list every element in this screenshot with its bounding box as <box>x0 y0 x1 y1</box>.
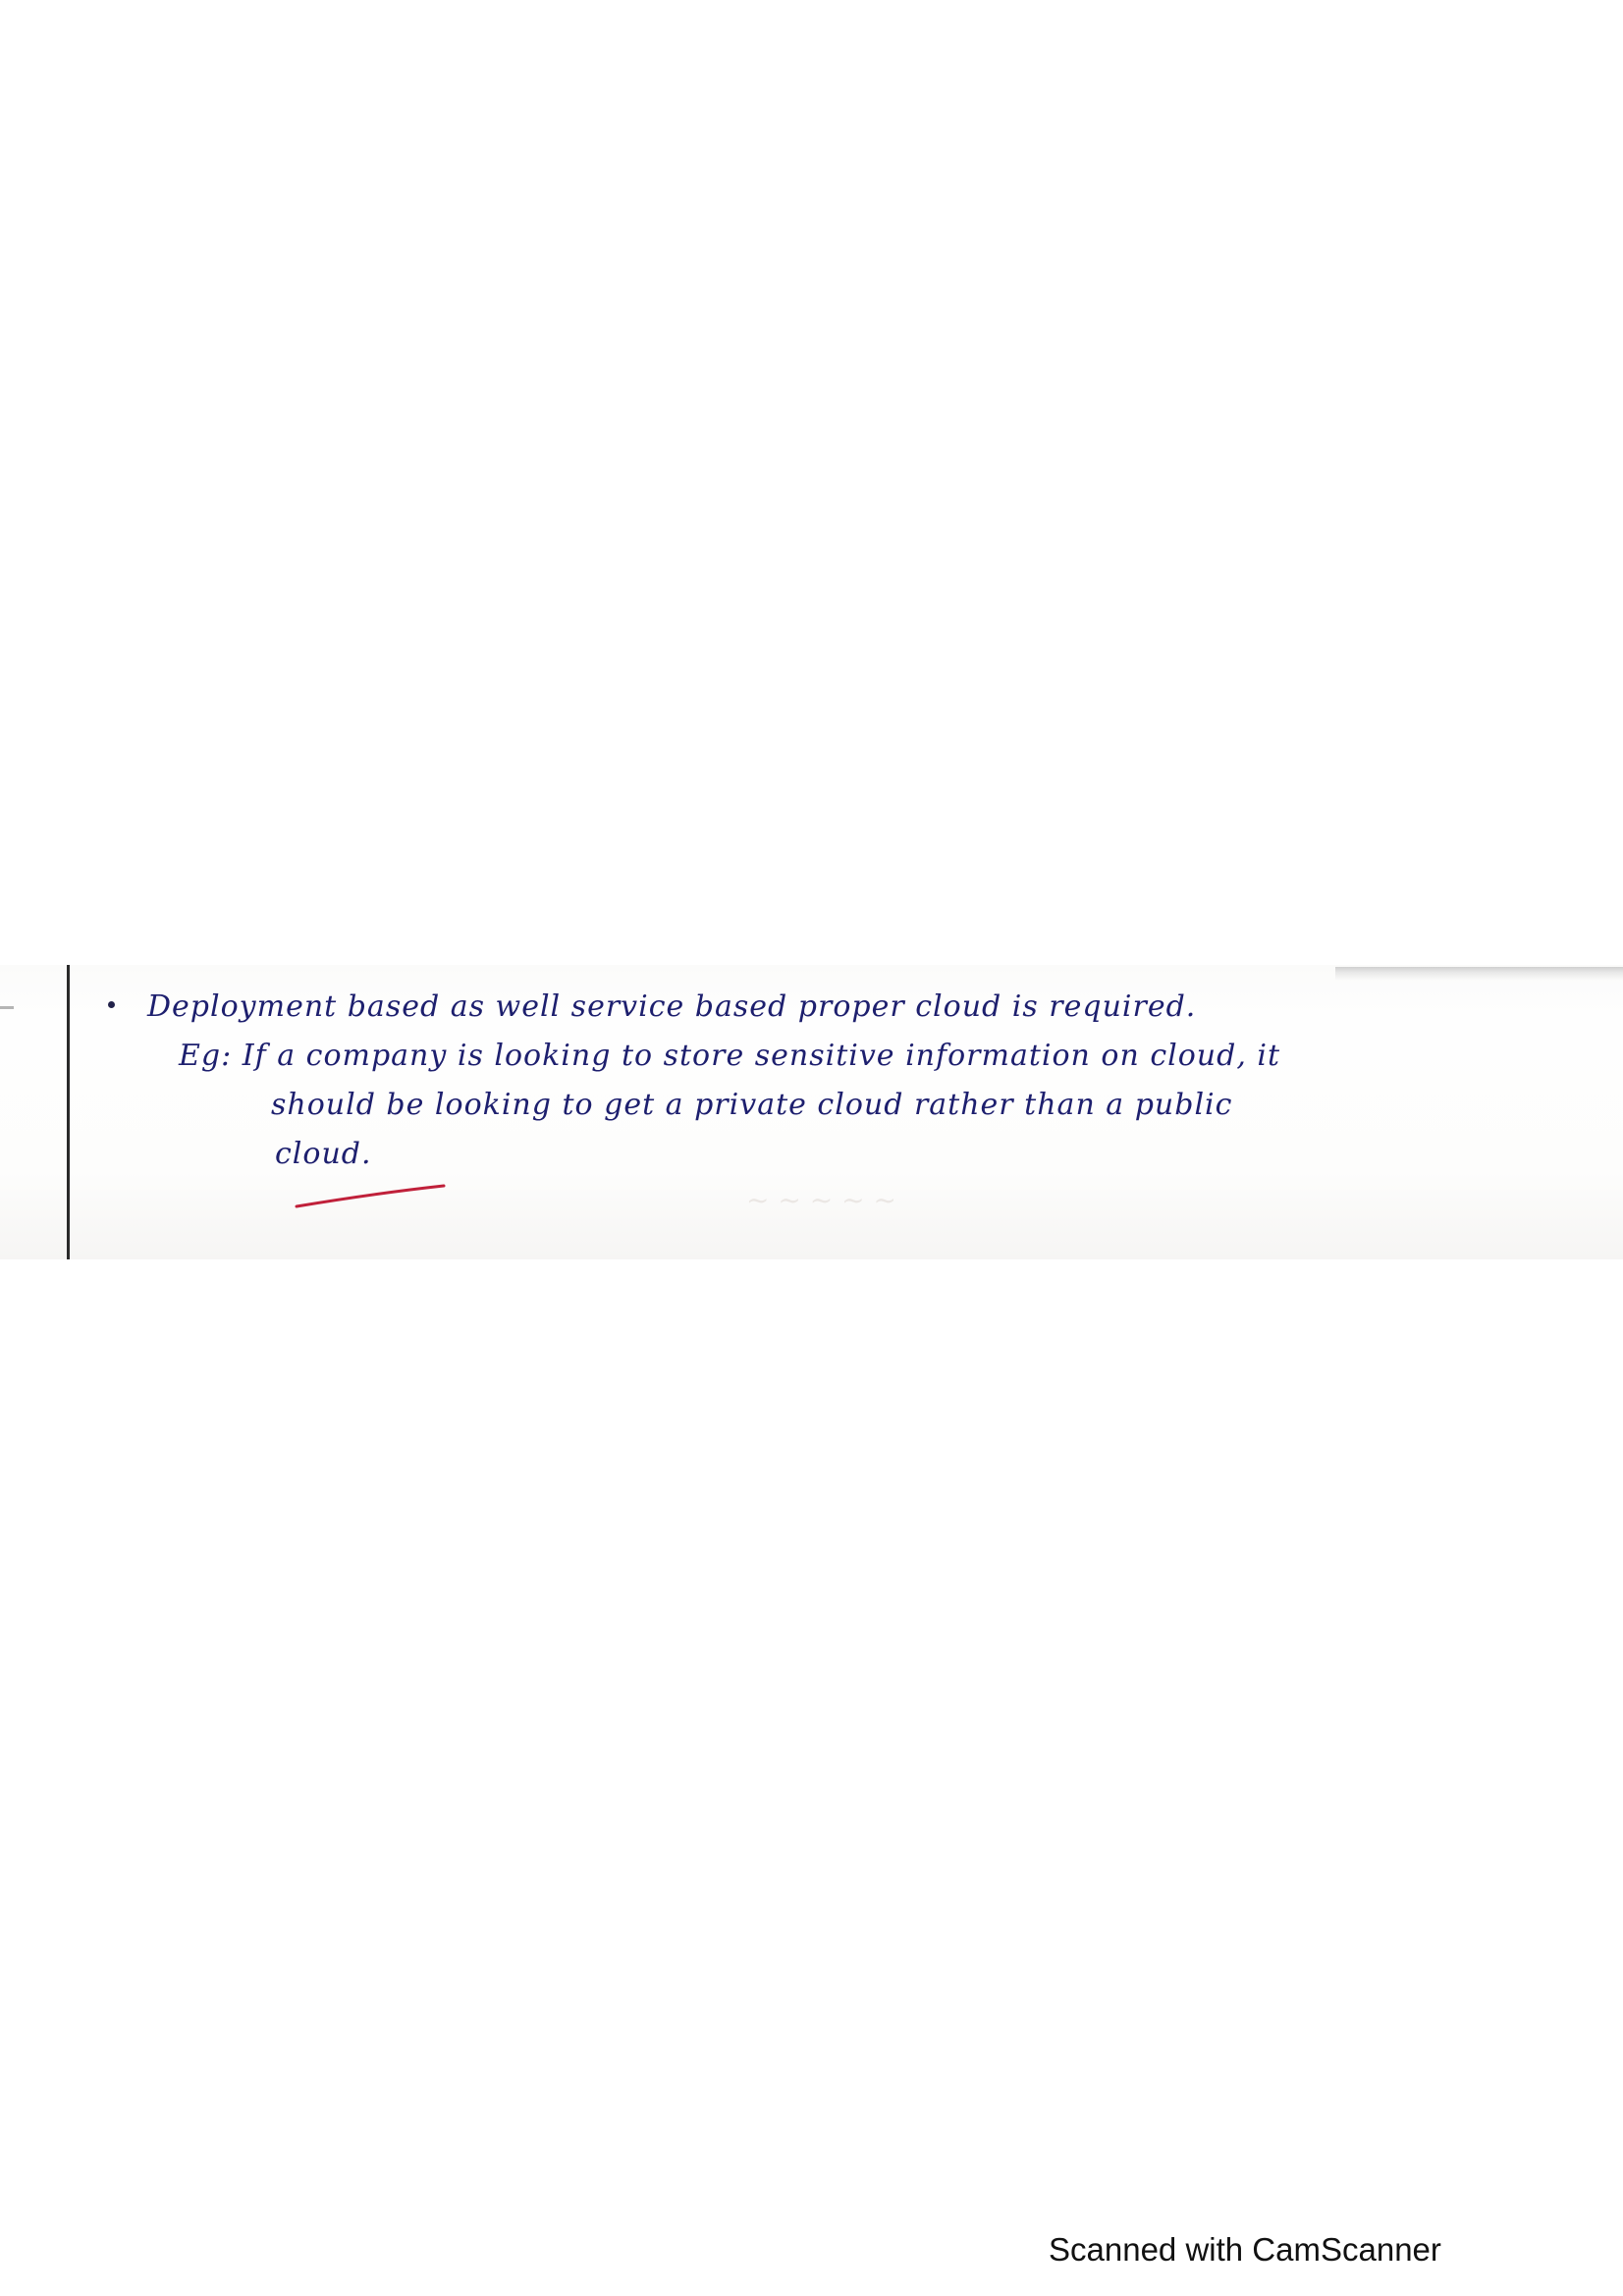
margin-line <box>67 965 70 1259</box>
edge-mark <box>0 1006 14 1009</box>
bleed-through-marks: ~ ~ ~ ~ ~ <box>746 1184 896 1216</box>
note-line-1: Deployment based as well service based proper cloud is required. <box>147 989 1197 1024</box>
note-line-3: should be looking to get a private cloud rather than a public <box>271 1088 1233 1122</box>
bullet-dot <box>108 1001 115 1008</box>
note-line-2: Eg: If a company is looking to store sensitive information on cloud, it <box>179 1039 1281 1073</box>
strip-shadow <box>1335 967 1623 981</box>
camscanner-watermark: Scanned with CamScanner <box>1049 2231 1441 2268</box>
note-line-4: cloud. <box>275 1137 372 1171</box>
red-underline <box>293 1183 450 1212</box>
